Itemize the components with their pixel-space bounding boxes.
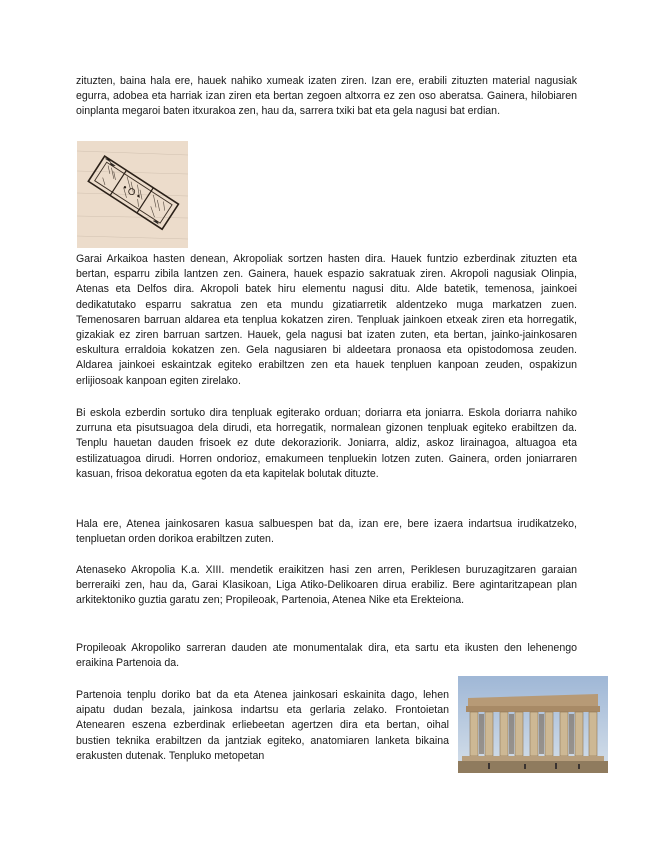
paragraph-propylaea: Propileoak Akropoliko sarreran dauden ate monumentalak dira, eta sartu eta ikusten den lehenengo eraikina Partenoia da.	[76, 642, 577, 670]
paragraph-athena: Hala ere, Atenea jainkosaren kasua salbuespen bat da, izan ere, bere izaera indartsua irudikatzeko, tenpluetan orden dorikoa erabiltzen zuten.	[76, 518, 577, 546]
parthenon-photo	[458, 676, 608, 773]
paragraph-megaron: zituzten, baina hala ere, hauek nahiko xumeak izaten ziren. Izan ere, erabili zituzten material nagusiak egurra, adobea eta harriak izan ziren eta bertan zegoen altxorra ez zen oso aberatsa. Gainera, hilobiaren oinplanta megaroi baten itxurakoa zen, hau da, sarrera txiki bat eta gela nagusi bat erdian.	[76, 75, 577, 118]
paragraph-parthenon: Partenoia tenplu doriko bat da eta Atenea jainkosari eskainita dago, lehen aipatu dudan bezala, jainkosa indartsu eta gerlaria zelako. Frontoietan Atenearen eszena ezberdinak erliebeetan agertzen dira eta bertan, oihal bustien teknika erabiltzen da jantziak egiteko, anatomiaren lanketa bikaina erakusten dutenak. Tenpluko metopetan	[76, 689, 449, 762]
paragraph-athens-acropolis: Atenaseko Akropolia K.a. XIII. mendetik eraikitzen hasi zen arren, Periklesen buruzagitzaren garaian berreraiki zen, hau da, Garai Klasikoan, Liga Atiko-Delikoaren dirua erabiliz. Bere agintaritzapean plan arkitektoniko guztia garatu zen; Propileoak, Partenoia, Atenea Nike eta Erekteiona.	[76, 564, 577, 607]
paragraph-orders: Bi eskola ezberdin sortuko dira tenpluak egiterako orduan; doriarra eta joniarra. Eskola doriarra nahiko zurruna eta pisutsuagoa dela dirudi, eta horregatik, normalean gizonen tenpluak egiteko erabiltzen da. Tenplu hauetan dauden frisoek ez dute dekoraziorik. Joniarra, aldiz, askoz lirainagoa, altuagoa eta estilizatuagoa dirudi. Horren ondorioz, emakumeen tenpluekin lotzen zuten. Gainera, orden joniarraren kasuan, frisoa dekoratua egoten da eta kapitelak bolutak dituzte.	[76, 407, 577, 480]
megaron-sketch-image	[77, 141, 188, 248]
paragraph-acropolis: Garai Arkaikoa hasten denean, Akropoliak sortzen hasten dira. Hauek funtzio ezberdinak zituzten eta bertan, esparru zibila lantzen zen. Gainera, hauek espazio sakratuak ziren. Akropoli nagusiak Olinpia, Atenas eta Delfos dira. Akropoli batek hiru elementu nagusi ditu. Alde batetik, temenosa, jainkoei dedikatutako esparru sakratua zen eta mundu gizatiarretik aldentzeko muga markatzen zuen. Temenosaren barruan aldarea eta tenplua kokatzen ziren. Tenpluak jainkoen etxeak ziren eta horregatik, gizakiak ez ziren barruan sartzen. Hauek, gela nagusi bat izaten zuten, eta bertan, jainko-jainkosaren eskultura erraldoia kokatzen zen. Gela nagusiaren bi aldeetara pronaosa eta opistodomosa zeuden. Aldarea jainkoei eskaintzak egiteko erabiltzen zen eta hauek tenpluen kanpoan zeuden, ospakizun erlijiosoak kanpoan egiten zirelako.	[76, 253, 577, 387]
